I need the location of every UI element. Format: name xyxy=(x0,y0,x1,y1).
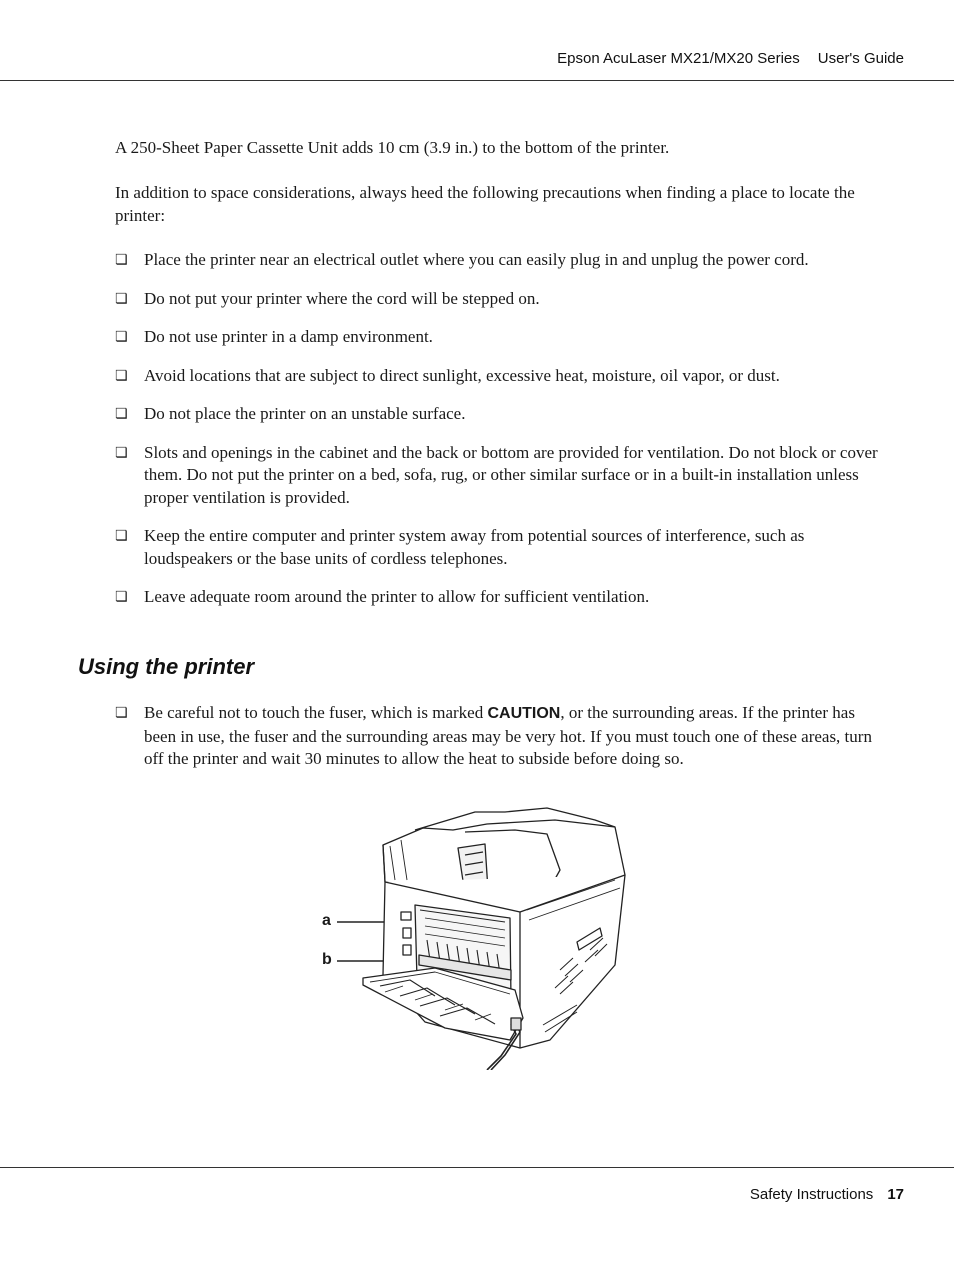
page-header xyxy=(557,50,904,67)
list-item: ❏ Do not place the printer on an unstable surface. xyxy=(115,403,880,426)
checkbox-bullet-icon: ❏ xyxy=(115,367,128,384)
intro-paragraph-2: In addition to space considerations, always heed the following precautions when finding a place to locate the printer: xyxy=(115,183,855,225)
caution-label: CAUTION xyxy=(487,705,561,722)
section-heading: Using the printer xyxy=(78,654,255,679)
header-product: Epson AcuLaser MX21/MX20 Series xyxy=(557,50,800,67)
checkbox-bullet-icon: ❏ xyxy=(115,589,128,605)
checkbox-bullet-icon: ❏ xyxy=(115,252,128,268)
checkbox-bullet-icon: ❏ xyxy=(115,329,128,345)
header-guide: User's Guide xyxy=(817,50,904,67)
page-footer xyxy=(750,1186,904,1203)
list-item: ❏ Do not put your printer where the cord will be stepped on. xyxy=(115,288,880,311)
checkbox-bullet-icon: ❏ xyxy=(115,705,128,721)
checkbox-bullet-icon: ❏ xyxy=(115,444,128,461)
usage-list xyxy=(115,702,880,771)
list-item: ❏ Slots and openings in the cabinet and the back or bottom are provided for ventilation. Do not block or cover them. Do not put the printer on a bed, sofa, rug, or other similar surface or in a built-in installation unless proper ventilation is provided. xyxy=(115,442,878,507)
footer-section: Safety Instructions xyxy=(749,1186,874,1203)
checkbox-bullet-icon: ❏ xyxy=(115,290,128,307)
list-item: ❏ Keep the entire computer and printer system away from potential sources of interference, such as loudspeakers or the base units of cordless telephones. xyxy=(115,526,805,568)
checkbox-bullet-icon: ❏ xyxy=(115,528,128,544)
page-number: 17 xyxy=(887,1186,904,1203)
intro-paragraph-1: A 250-Sheet Paper Cassette Unit adds 10 cm (3.9 in.) to the bottom of the printer. xyxy=(115,138,670,157)
list-item: ❏ Leave adequate room around the printer to allow for sufficient ventilation. xyxy=(115,586,880,609)
list-item: ❏ Place the printer near an electrical outlet where you can easily plug in and unplug the power cord. xyxy=(115,249,880,272)
callout-label-a: a xyxy=(322,912,331,929)
printer-illustration xyxy=(315,800,635,1070)
header-rule xyxy=(0,80,954,81)
precautions-list xyxy=(115,249,880,609)
printer-rear-view-drawing xyxy=(315,800,635,1070)
list-item: ❏ Do not use printer in a damp environment. xyxy=(115,326,880,349)
list-item: ❏ Avoid locations that are subject to direct sunlight, excessive heat, moisture, oil vapor, or dust. xyxy=(115,365,880,388)
checkbox-bullet-icon: ❏ xyxy=(115,406,128,422)
footer-rule xyxy=(0,1167,954,1168)
list-item: ❏ Be careful not to touch the fuser, which is marked CAUTION, or the surrounding areas. If the printer has been in use, the fuser and the surrounding areas may be very hot. If you must touch one of these areas, turn off the printer and wait 30 minutes to allow the heat to subside before doing so. xyxy=(115,703,872,768)
callout-label-b: b xyxy=(322,951,332,968)
